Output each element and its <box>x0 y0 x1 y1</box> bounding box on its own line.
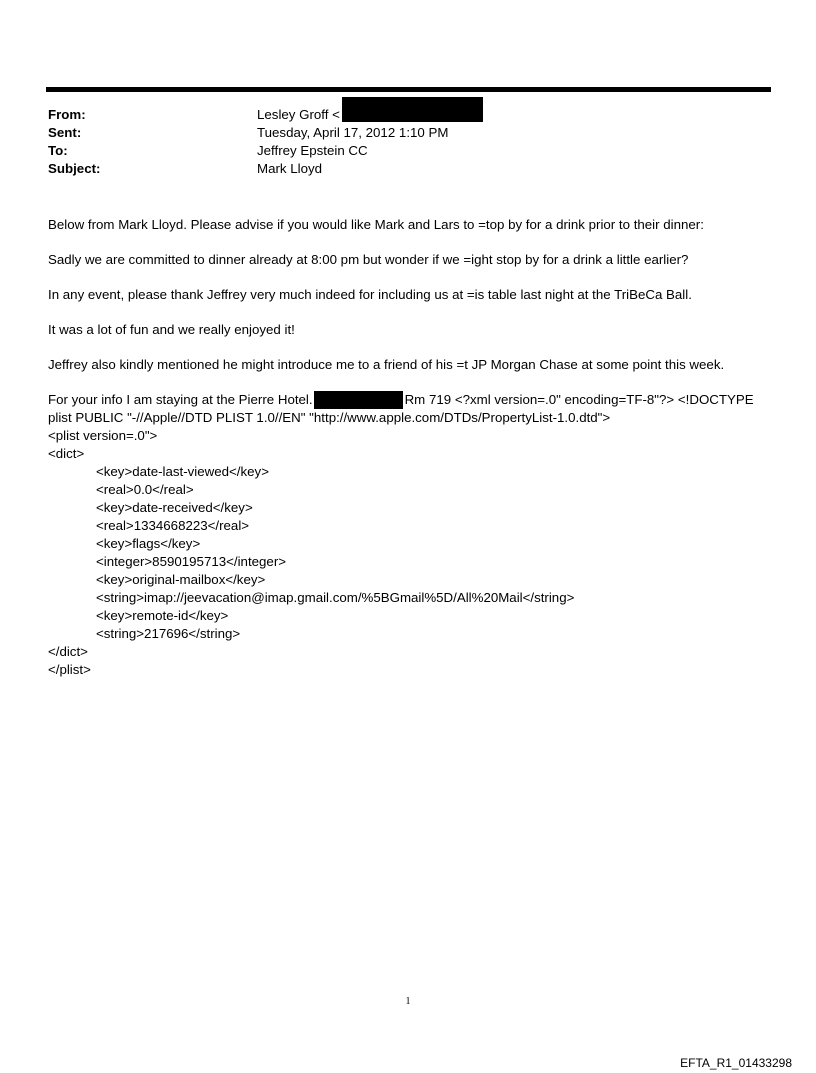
body-paragraph-6 <box>48 391 776 409</box>
plist-line: <plist version=.0"> <box>48 428 158 443</box>
plist-line: <real>1334668223</real> <box>96 518 250 533</box>
plist-line: <key>date-received</key> <box>96 500 253 515</box>
document-id: EFTA_R1_01433298 <box>680 1056 792 1070</box>
plist-line: <integer>8590195713</integer> <box>96 554 287 569</box>
from-row <box>48 106 483 124</box>
plist-line: </dict> <box>48 644 88 659</box>
subject-row <box>48 160 483 178</box>
body-paragraph-3: In any event, please thank Jeffrey very much indeed for including us at =is table last night at the TriBeCa Ball. <box>48 287 692 302</box>
plist-line: <key>original-mailbox</key> <box>96 572 266 587</box>
email-body <box>48 216 776 679</box>
doctype-line: plist PUBLIC "-//Apple//DTD PLIST 1.0//EN" "http://www.apple.com/DTDs/PropertyList-1.0.dtd"> <box>48 410 611 425</box>
hotel-text: For your info I am staying at the Pierre Hotel. <box>48 392 313 407</box>
to-row <box>48 142 483 160</box>
sent-row <box>48 124 483 142</box>
body-paragraph-2: Sadly we are committed to dinner already at 8:00 pm but wonder if we =ight stop by for a drink a little earlier? <box>48 252 689 267</box>
plist-line: <key>date-last-viewed</key> <box>96 464 269 479</box>
from-label: From: <box>48 107 86 122</box>
plist-line: <key>flags</key> <box>96 536 201 551</box>
sent-value: Tuesday, April 17, 2012 1:10 PM <box>257 125 449 140</box>
plist-line: <key>remote-id</key> <box>96 608 229 623</box>
to-value: Jeffrey Epstein CC <box>257 143 368 158</box>
room-and-xml-text: Rm 719 <?xml version=.0" encoding=TF-8"?> <!DOCTYPE <box>404 392 754 407</box>
body-paragraph-1: Below from Mark Lloyd. Please advise if you would like Mark and Lars to =top by for a drink prior to their dinner: <box>48 217 704 232</box>
sent-label: Sent: <box>48 125 82 140</box>
subject-label: Subject: <box>48 161 101 176</box>
plist-line: <dict> <box>48 446 85 461</box>
body-paragraph-4: It was a lot of fun and we really enjoyed it! <box>48 322 295 337</box>
plist-line: </plist> <box>48 662 91 677</box>
to-label: To: <box>48 143 68 158</box>
plist-line: <string>imap://jeevacation@imap.gmail.com/%5BGmail%5D/All%20Mail</string> <box>96 590 575 605</box>
subject-value: Mark Lloyd <box>257 161 323 176</box>
from-value: Lesley Groff < <box>257 107 340 122</box>
header-rule <box>46 87 771 92</box>
body-paragraph-5: Jeffrey also kindly mentioned he might introduce me to a friend of his =t JP Morgan Chase at some point this week. <box>48 357 725 372</box>
plist-line: <real>0.0</real> <box>96 482 194 497</box>
redaction-box <box>342 97 483 122</box>
plist-block <box>48 427 776 679</box>
page-number: 1 <box>405 996 411 1007</box>
redaction-box <box>314 391 403 409</box>
plist-line: <string>217696</string> <box>96 626 241 641</box>
email-header <box>48 106 483 178</box>
